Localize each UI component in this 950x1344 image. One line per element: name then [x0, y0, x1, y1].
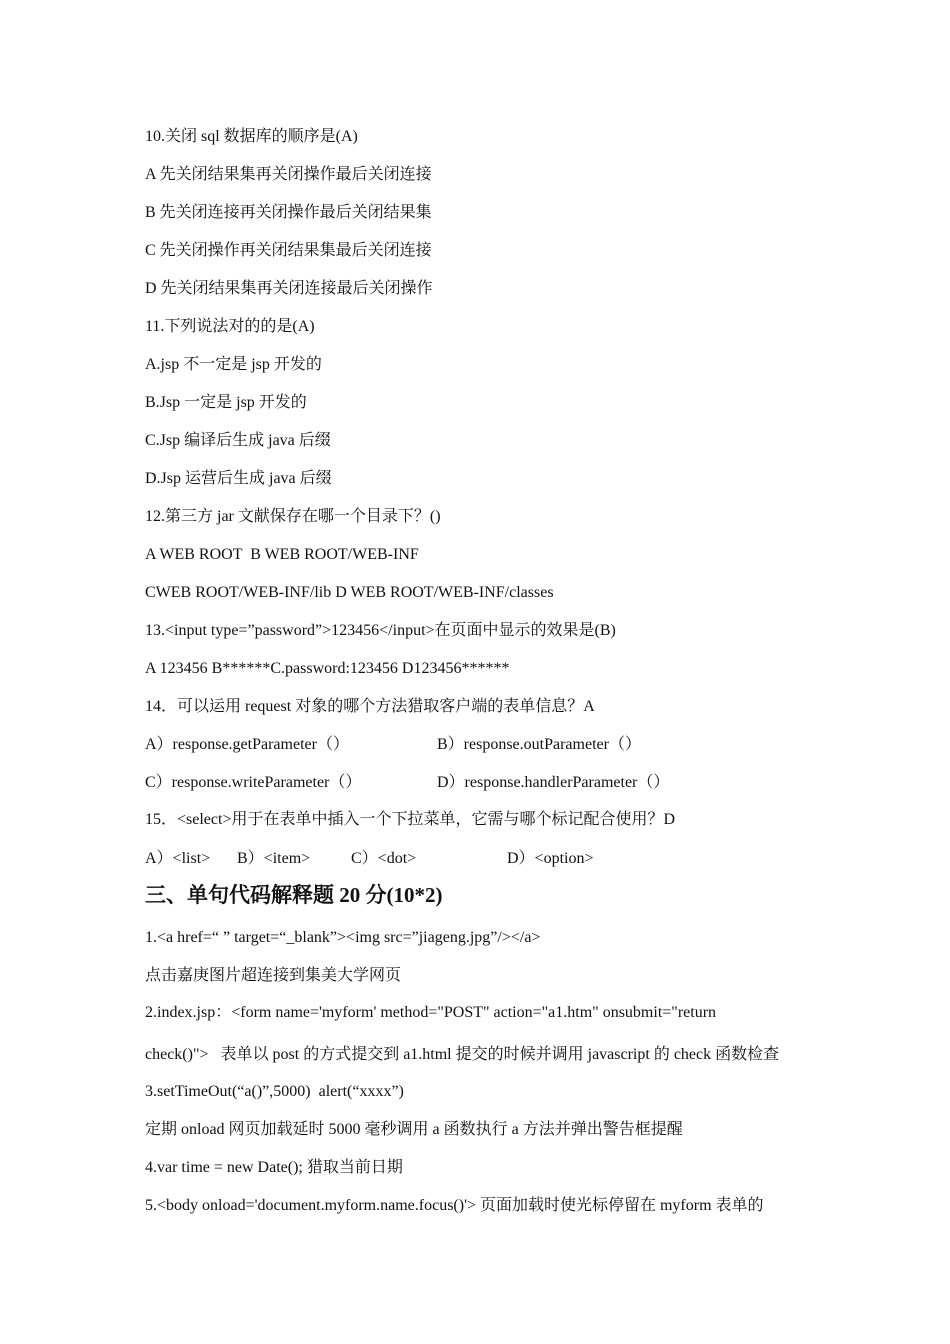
question-15-option-c: C）<dot>: [351, 850, 417, 867]
code-item-2: 2.index.jsp：<form name='myform' method="POST" action="a1.htm" onsubmit="return: [145, 1004, 717, 1021]
code-item-4: 4.var time = new Date(); 猎取当前日期: [145, 1159, 403, 1176]
question-10-option-c: C 先关闭操作再关闭结果集最后关闭连接: [145, 242, 432, 259]
code-item-2-continued: check()"> 表单以 post 的方式提交到 a1.html 提交的时候并调用 javascript 的 check 函数检查: [145, 1046, 780, 1063]
question-11-stem: 11.下列说法对的的是(A): [145, 318, 315, 335]
question-11-option-c: C.Jsp 编译后生成 java 后缀: [145, 432, 331, 449]
question-10-option-a: A 先关闭结果集再关闭操作最后关闭连接: [145, 166, 432, 183]
question-14-options-row-2: [0, 773, 950, 793]
question-10-stem: 10.关闭 sql 数据库的顺序是(A): [145, 128, 358, 145]
question-12-stem: 12.第三方 jar 文献保存在哪一个目录下？(): [145, 508, 441, 525]
question-11-option-d: D.Jsp 运营后生成 java 后缀: [145, 470, 332, 487]
question-13-stem: 13.<input type=”password”>123456</input>在页面中显示的效果是(B): [145, 622, 616, 639]
question-15-stem: 15．<select>用于在表单中插入一个下拉菜单，它需与哪个标记配合使用？D: [145, 811, 676, 828]
section-heading: 三、单句代码解释题 20 分(10*2): [145, 883, 443, 907]
question-14-option-b: B）response.outParameter（）: [437, 736, 641, 753]
question-14-stem: 14．可以运用 request 对象的哪个方法猎取客户端的表单信息？A: [145, 698, 595, 715]
question-15-option-b: B）<item>: [237, 850, 311, 867]
question-14-option-d: D）response.handlerParameter（）: [437, 774, 670, 791]
question-14-option-c: C）response.writeParameter（）: [145, 774, 362, 791]
question-15-option-d: D）<option>: [507, 850, 594, 867]
question-12-options-line-1: A WEB ROOT B WEB ROOT/WEB-INF: [145, 546, 419, 563]
question-10-option-b: B 先关闭连接再关闭操作最后关闭结果集: [145, 204, 432, 221]
question-11-option-b: B.Jsp 一定是 jsp 开发的: [145, 394, 307, 411]
question-13-options: A 123456 B******C.password:123456 D123456******: [145, 660, 510, 677]
question-12-options-line-2: CWEB ROOT/WEB-INF/lib D WEB ROOT/WEB-INF/classes: [145, 584, 554, 601]
code-item-3-explanation: 定期 onload 网页加载延时 5000 毫秒调用 a 函数执行 a 方法并弹出警告框提醒: [145, 1121, 683, 1138]
question-15-option-a: A）<list>: [145, 850, 211, 867]
question-14-options-row-1: [0, 735, 950, 755]
code-item-1: 1.<a href=“ ” target=“_blank”><img src=”jiageng.jpg”/></a>: [145, 929, 541, 946]
question-15-options-row: [0, 849, 950, 869]
code-item-1-explanation: 点击嘉庚图片超连接到集美大学网页: [145, 967, 402, 984]
question-11-option-a: A.jsp 不一定是 jsp 开发的: [145, 356, 322, 373]
question-14-option-a: A）response.getParameter（）: [145, 736, 349, 753]
code-item-3: 3.setTimeOut(“a()”,5000) alert(“xxxx”): [145, 1083, 404, 1100]
code-item-5: 5.<body onload='document.myform.name.focus()'> 页面加载时使光标停留在 myform 表单的: [145, 1197, 764, 1214]
question-10-option-d: D 先关闭结果集再关闭连接最后关闭操作: [145, 280, 433, 297]
